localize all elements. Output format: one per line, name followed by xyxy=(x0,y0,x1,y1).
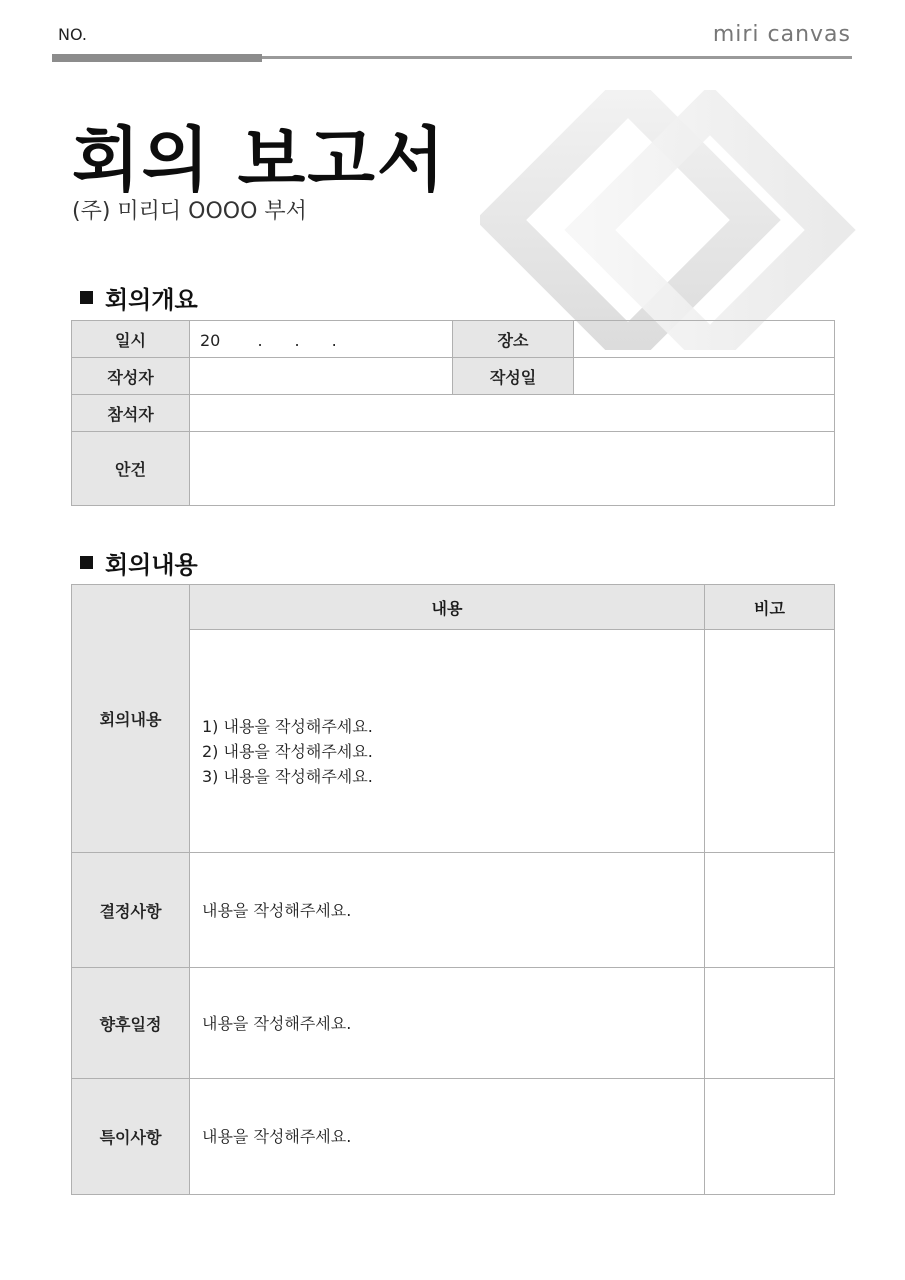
document-subtitle: (주) 미리디 OOOO 부서 xyxy=(72,199,307,224)
table-row xyxy=(72,321,835,358)
agenda-label: 안건 xyxy=(72,432,190,506)
section-heading-overview-label: 회의개요 xyxy=(105,286,198,314)
decisions-content-field[interactable]: 내용을 작성해주세요. xyxy=(190,853,705,968)
document-title: 회의 보고서 xyxy=(72,119,447,201)
row-label-minutes: 회의내용 xyxy=(72,585,190,853)
row-label-decisions: 결정사항 xyxy=(72,853,190,968)
minutes-content-field[interactable] xyxy=(190,630,705,853)
schedule-content-field[interactable]: 내용을 작성해주세요. xyxy=(190,968,705,1079)
place-field[interactable] xyxy=(574,321,835,358)
list-item: 1) 내용을 작성해주세요. xyxy=(202,716,373,736)
date-field[interactable]: 20 . . . xyxy=(190,321,453,358)
table-header-row xyxy=(72,585,835,630)
date-label: 일시 xyxy=(72,321,190,358)
table-row xyxy=(72,432,835,506)
author-field[interactable] xyxy=(190,358,453,395)
section-heading-contents xyxy=(80,545,198,580)
row-label-schedule: 향후일정 xyxy=(72,968,190,1079)
special-notes-content-field[interactable]: 내용을 작성해주세요. xyxy=(190,1079,705,1195)
header-accent-bar xyxy=(52,54,262,62)
column-header-content: 내용 xyxy=(190,585,705,630)
meeting-contents-table xyxy=(71,584,835,1195)
agenda-field[interactable] xyxy=(190,432,835,506)
row-label-special-notes: 특이사항 xyxy=(72,1079,190,1195)
attendees-field[interactable] xyxy=(190,395,835,432)
brand-logo: miri canvas xyxy=(712,22,851,47)
written-date-label: 작성일 xyxy=(453,358,574,395)
special-notes-note-field[interactable] xyxy=(705,1079,835,1195)
list-item: 2) 내용을 작성해주세요. xyxy=(202,741,373,761)
minutes-note-field[interactable] xyxy=(705,630,835,853)
list-item: 3) 내용을 작성해주세요. xyxy=(202,766,373,786)
table-row xyxy=(72,395,835,432)
table-row xyxy=(72,358,835,395)
table-row xyxy=(72,853,835,968)
column-header-note: 비고 xyxy=(705,585,835,630)
decorative-diamond-graphic xyxy=(480,90,860,350)
section-heading-overview xyxy=(80,280,198,315)
section-heading-contents-label: 회의내용 xyxy=(105,551,198,579)
table-row xyxy=(72,968,835,1079)
schedule-note-field[interactable] xyxy=(705,968,835,1079)
written-date-field[interactable] xyxy=(574,358,835,395)
table-row xyxy=(72,1079,835,1195)
author-label: 작성자 xyxy=(72,358,190,395)
bullet-square-icon xyxy=(80,291,93,304)
place-label: 장소 xyxy=(453,321,574,358)
meeting-overview-table xyxy=(71,320,835,506)
bullet-square-icon xyxy=(80,556,93,569)
attendees-label: 참석자 xyxy=(72,395,190,432)
document-number-label: NO. xyxy=(58,25,87,44)
decisions-note-field[interactable] xyxy=(705,853,835,968)
